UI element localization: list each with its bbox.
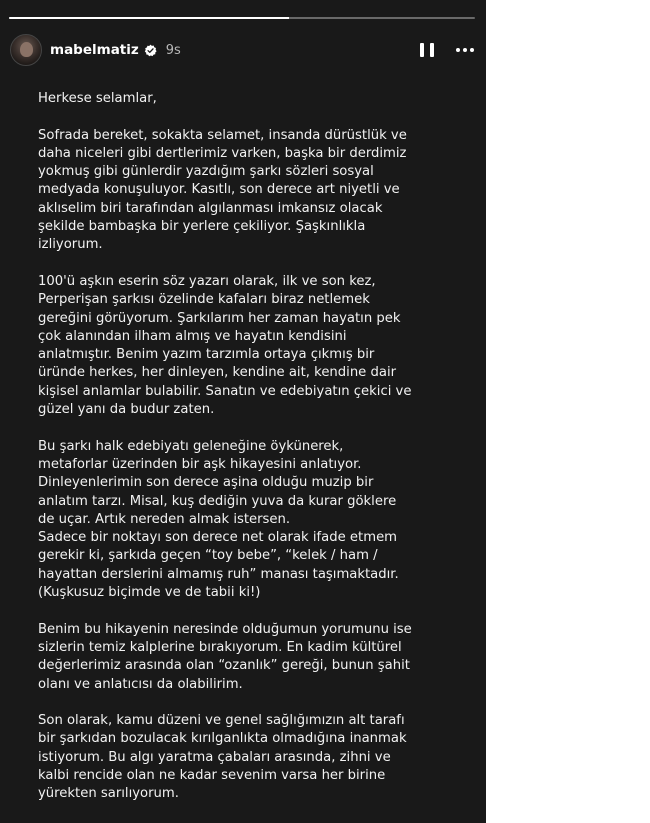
paragraph-3: Bu şarkı halk edebiyatı geleneğine öykünerek, metaforlar üzerinden bir aşk hikayesini anlatıyor. Dinleyenlerimin son derece aşina olduğu muzip bir anlatım tarzı. Misal, kuş dediğin yuva da kurar göklere de uçar. Artık nereden almak istersen. Sadece bir noktayı son derece net olarak ifade etmem gerekir ki, şarkıda geçen “toy bebe”, “kelek / ham / hayattan derslerini almamış ruh” manası taşımaktadır. (Kuşkusuz biçimde ve de tabii ki!) bbox=[38, 438, 399, 601]
story-time-ago: 9s bbox=[165, 42, 181, 58]
story-text bbox=[38, 90, 450, 822]
paragraph-4: Benim bu hikayenin neresinde olduğumun yorumunu ise sizlerin temiz kalplerine bırakıyorum. En kadim kültürel değerlerimiz arasında olan “ozanlık” gereği, bunun şahit olanı ve anlatıcısı da olabilirim. bbox=[38, 621, 412, 692]
paragraph-greeting: Herkese selamlar, bbox=[38, 91, 157, 106]
story-progress-fill bbox=[9, 17, 289, 19]
pause-icon[interactable] bbox=[420, 43, 434, 57]
avatar[interactable] bbox=[10, 34, 42, 66]
more-options-icon[interactable] bbox=[456, 44, 474, 56]
paragraph-2: 100'ü aşkın eserin söz yazarı olarak, ilk ve son kez, Perperişan şarkısı özelinde kafaları biraz netlemek gereğini görüyorum. Şarkılarım her zaman hayatın pek çok alanından ilham almış ve hayatın kendisini anlatmıştır. Benim yazım tarzımla ortaya çıkmış bir üründe herkes, her dinleyen, kendine ait, kendine dair kişisel anlamlar bulabilir. Sanatın ve edebiyatın çekici ve güzel yanı da budur zaten. bbox=[38, 273, 412, 418]
paragraph-1: Sofrada bereket, sokakta selamet, insanda dürüstlük ve daha niceleri gibi dertlerimiz varken, başka bir derdimiz yokmuş gibi günlerdir yazdığım şarkı sözleri sosyal medyada konuşuluyor. Kasıtlı, son derece art niyetli ve aklıselim biri tarafından algılanması imkansız olacak şekilde bambaşka bir yerlere çekiliyor. Şaşkınlıkla izliyorum. bbox=[38, 127, 407, 253]
verified-badge-icon bbox=[144, 44, 157, 57]
username[interactable]: mabelmatiz bbox=[50, 42, 139, 58]
story-header bbox=[10, 33, 474, 67]
story-progress-bar bbox=[9, 17, 475, 19]
paragraph-5: Son olarak, kamu düzeni ve genel sağlığımızın alt tarafı bir şarkıdan bozulacak kırılganlıkta olmadığına inanmak istiyorum. Bu algı yaratma çabaları arasında, zihni ve kalbi rencide olan ne kadar sevenim varsa her birine yürekten sarılıyorum. bbox=[38, 713, 407, 802]
